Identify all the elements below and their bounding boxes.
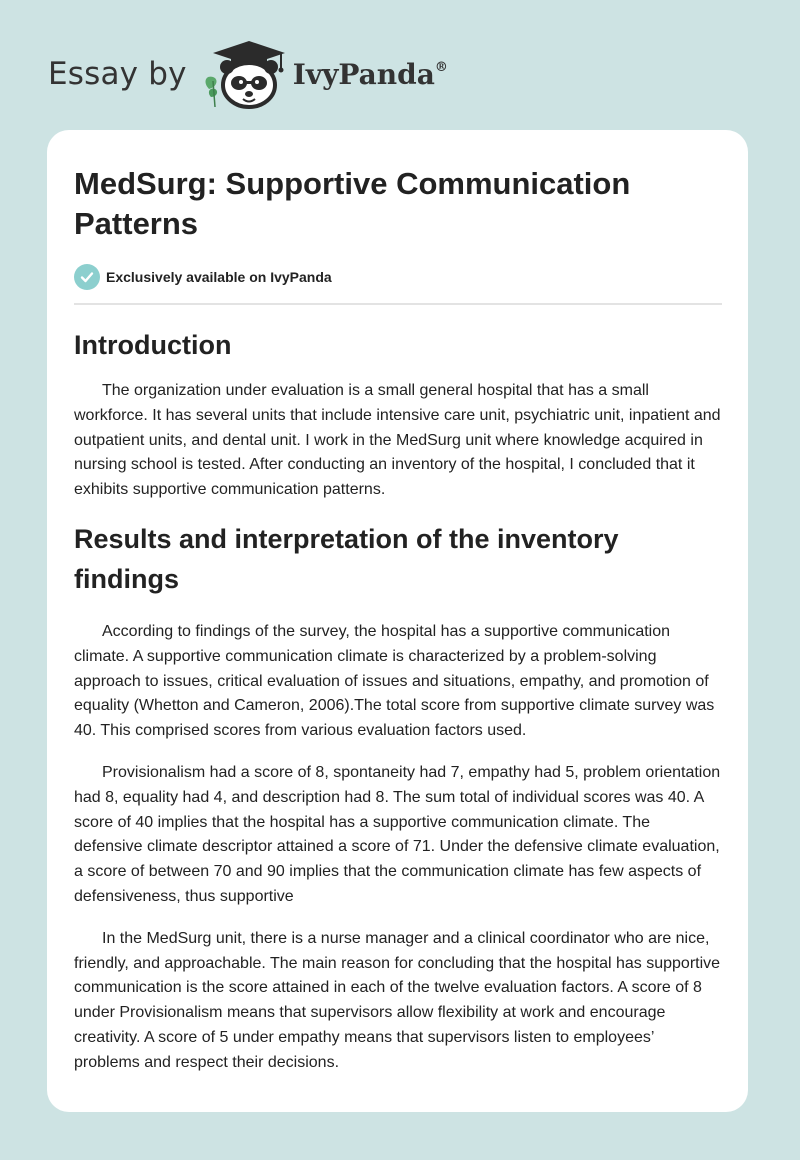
essay-card [47, 130, 748, 1112]
exclusive-badge [74, 264, 722, 305]
ivypanda-logo-icon [201, 37, 289, 111]
introduction-paragraph: The organization under evaluation is a small general hospital that has a small workforce. It has several units that include intensive care unit, psychiatric unit, inpatient and outpatient units, and dental unit. I work in the MedSurg unit where knowledge acquired in nursing school is tested. After conducting an inventory of the hospital, I concluded that it exhibits supportive communication patterns. [74, 382, 721, 499]
page-title: MedSurg: Supportive Communication Patterns [74, 166, 631, 241]
exclusive-badge-label: Exclusively available on IvyPanda [106, 269, 332, 285]
check-icon [74, 264, 100, 290]
results-paragraph: According to findings of the survey, the hospital has a supportive communication climate. A supportive communication climate is characterized by a problem-solving approach to issues, critical evaluation of issues and situations, empathy, and promotion of equality (Whetton and Cameron, 2006).The total score from supportive climate survey was 40. This comprised scores from various evaluation factors used. [74, 622, 715, 740]
ivypanda-wordmark [293, 58, 448, 91]
essay-by-label: Essay by [48, 56, 187, 92]
brand-name-text: IvyPanda [292, 57, 435, 91]
results-paragraph: Provisionalism had a score of 8, spontaneity had 7, empathy had 5, problem orientation had 8, equality had 4, and description had 8. The sum total of individual scores was 40. A score of 40 implies that the hospital has a supportive communication climate. The defensive climate descriptor attained a score of 71. Under the defensive climate evaluation, a score of between 70 and 90 implies that the communication climate has few aspects of defensiveness, thus supportive [74, 763, 721, 905]
section-heading-results: Results and interpretation of the inventory findings [74, 523, 619, 594]
registered-mark: ® [434, 59, 448, 75]
brand-header [48, 34, 448, 114]
results-paragraph: In the MedSurg unit, there is a nurse manager and a clinical coordinator who are nice, friendly, and approachable. The main reason for concluding that the hospital has supportive communication is the score attained in each of the twelve evaluation factors. A score of 8 under Provisionalism means that supervisors allow flexibility at work and encourage creativity. A score of 5 under empathy means that supervisors listen to employees’ problems and respect their decisions. [74, 929, 721, 1071]
section-heading-introduction: Introduction [74, 330, 232, 360]
